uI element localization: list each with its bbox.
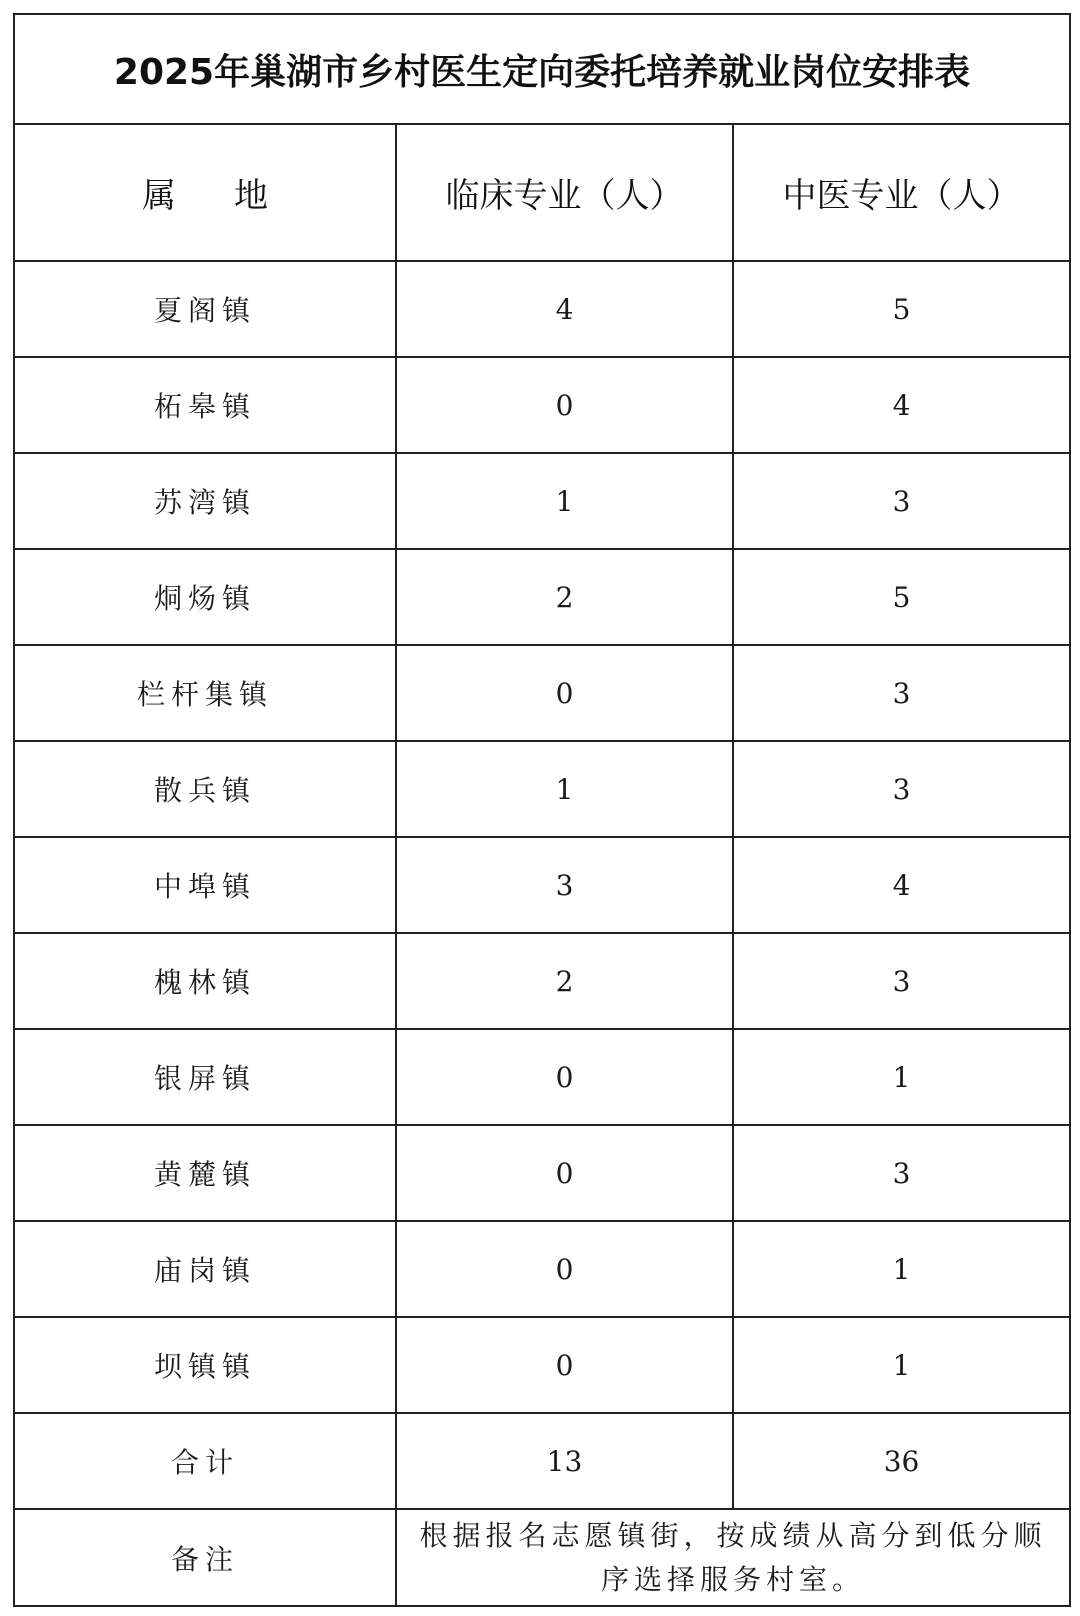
- cell-tcm: 3: [733, 1125, 1070, 1221]
- cell-tcm: 1: [733, 1029, 1070, 1125]
- table-row: [14, 453, 1070, 549]
- allocation-document: [13, 13, 1069, 1602]
- title-row: [14, 14, 1070, 124]
- cell-tcm: 3: [733, 453, 1070, 549]
- note-text: 根据报名志愿镇街，按成绩从高分到低分顺序选择服务村室。: [396, 1509, 1070, 1606]
- cell-location: 烔炀镇: [14, 549, 396, 645]
- table-row: [14, 261, 1070, 357]
- table-row: [14, 357, 1070, 453]
- cell-location: 黄麓镇: [14, 1125, 396, 1221]
- cell-tcm: 5: [733, 549, 1070, 645]
- table-row: [14, 1221, 1070, 1317]
- cell-location: 苏湾镇: [14, 453, 396, 549]
- header-row: [14, 124, 1070, 261]
- cell-location: 夏阁镇: [14, 261, 396, 357]
- total-tcm: 36: [733, 1413, 1070, 1509]
- table-row: [14, 837, 1070, 933]
- cell-tcm: 4: [733, 837, 1070, 933]
- total-clinical: 13: [396, 1413, 733, 1509]
- cell-location: 中埠镇: [14, 837, 396, 933]
- cell-clinical: 1: [396, 741, 733, 837]
- cell-location: 槐林镇: [14, 933, 396, 1029]
- cell-clinical: 2: [396, 933, 733, 1029]
- cell-clinical: 0: [396, 1317, 733, 1413]
- allocation-table: [13, 13, 1071, 1607]
- cell-clinical: 0: [396, 357, 733, 453]
- table-row: [14, 741, 1070, 837]
- table-title: 2025年巢湖市乡村医生定向委托培养就业岗位安排表: [14, 14, 1070, 124]
- cell-location: 银屏镇: [14, 1029, 396, 1125]
- cell-clinical: 0: [396, 1221, 733, 1317]
- cell-tcm: 1: [733, 1221, 1070, 1317]
- cell-location: 柘皋镇: [14, 357, 396, 453]
- cell-tcm: 5: [733, 261, 1070, 357]
- note-label: 备注: [14, 1509, 396, 1606]
- cell-clinical: 3: [396, 837, 733, 933]
- table-row: [14, 1317, 1070, 1413]
- cell-clinical: 4: [396, 261, 733, 357]
- header-clinical: 临床专业（人）: [396, 124, 733, 261]
- cell-clinical: 0: [396, 1029, 733, 1125]
- cell-clinical: 0: [396, 645, 733, 741]
- note-row: [14, 1509, 1070, 1606]
- cell-clinical: 2: [396, 549, 733, 645]
- table-row: [14, 933, 1070, 1029]
- cell-tcm: 3: [733, 933, 1070, 1029]
- total-row: [14, 1413, 1070, 1509]
- cell-tcm: 1: [733, 1317, 1070, 1413]
- cell-location: 坝镇镇: [14, 1317, 396, 1413]
- cell-clinical: 1: [396, 453, 733, 549]
- header-tcm: 中医专业（人）: [733, 124, 1070, 261]
- cell-tcm: 4: [733, 357, 1070, 453]
- cell-location: 栏杆集镇: [14, 645, 396, 741]
- table-row: [14, 645, 1070, 741]
- header-location: 属地: [14, 124, 396, 261]
- table-row: [14, 1125, 1070, 1221]
- cell-location: 庙岗镇: [14, 1221, 396, 1317]
- cell-clinical: 0: [396, 1125, 733, 1221]
- cell-location: 散兵镇: [14, 741, 396, 837]
- table-row: [14, 549, 1070, 645]
- total-label: 合计: [14, 1413, 396, 1509]
- table-row: [14, 1029, 1070, 1125]
- cell-tcm: 3: [733, 741, 1070, 837]
- cell-tcm: 3: [733, 645, 1070, 741]
